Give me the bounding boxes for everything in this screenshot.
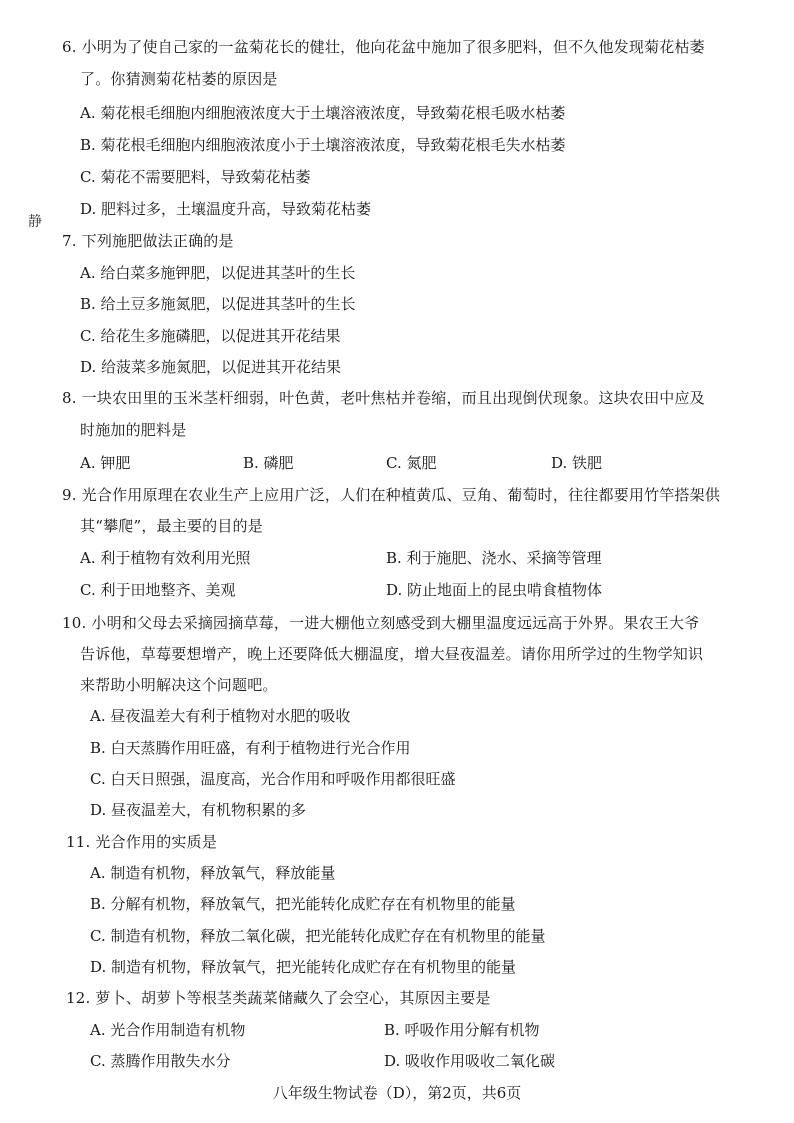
question-12-option-d: D. 吸收作用吸收二氧化碳 bbox=[384, 1052, 556, 1070]
question-11-option-b: B. 分解有机物，释放氧气，把光能转化成贮存在有机物里的能量 bbox=[90, 895, 516, 913]
question-8-option-a: A. 钾肥 bbox=[80, 454, 131, 472]
question-10-option-b: B. 白天蒸腾作用旺盛，有利于植物进行光合作用 bbox=[90, 739, 411, 757]
question-6-option-c: C. 菊花不需要肥料，导致菊花枯萎 bbox=[80, 168, 311, 186]
question-6-option-d: D. 肥料过多，土壤温度升高，导致菊花枯萎 bbox=[80, 200, 372, 218]
question-8-option-b: B. 磷肥 bbox=[243, 454, 294, 472]
question-11-option-c: C. 制造有机物，释放二氧化碳，把光能转化成贮存在有机物里的能量 bbox=[90, 927, 546, 945]
question-12-option-a: A. 光合作用制造有机物 bbox=[90, 1021, 246, 1039]
question-10-stem-line1: 10. 小明和父母去采摘园摘草莓，一进大棚他立刻感受到大棚里温度远远高于外界。果农王大爷 bbox=[62, 614, 700, 632]
page-footer: 八年级生物试卷（D），第2页，共6页 bbox=[272, 1084, 522, 1102]
question-6-option-a: A. 菊花根毛细胞内细胞液浓度大于土壤溶液浓度，导致菊花根毛吸水枯萎 bbox=[80, 104, 566, 122]
question-10-option-d: D. 昼夜温差大，有机物积累的多 bbox=[90, 801, 307, 819]
question-9-option-c: C. 利于田地整齐、美观 bbox=[80, 581, 236, 599]
margin-mark: 静 bbox=[28, 214, 42, 230]
question-9-option-a: A. 利于植物有效利用光照 bbox=[80, 549, 251, 567]
question-10-stem-line2: 告诉他，草莓要想增产，晚上还要降低大棚温度，增大昼夜温差。请你用所学过的生物学知识 bbox=[80, 645, 704, 663]
question-10-option-c: C. 白天日照强，温度高，光合作用和呼吸作用都很旺盛 bbox=[90, 770, 456, 788]
question-7-option-c: C. 给花生多施磷肥，以促进其开花结果 bbox=[80, 327, 341, 345]
question-9-option-b: B. 利于施肥、浇水、采摘等管理 bbox=[386, 549, 602, 567]
question-6-stem-line2: 了。你猜测菊花枯萎的原因是 bbox=[80, 70, 278, 88]
question-7-option-a: A. 给白菜多施钾肥，以促进其茎叶的生长 bbox=[80, 264, 356, 282]
question-10-option-a: A. 昼夜温差大有利于植物对水肥的吸收 bbox=[90, 707, 351, 725]
question-8-option-c: C. 氮肥 bbox=[386, 454, 437, 472]
question-9-stem-line1: 9. 光合作用原理在农业生产上应用广泛，人们在种植黄瓜、豆角、葡萄时，往往都要用竹竿搭架供 bbox=[62, 486, 721, 504]
question-7-option-d: D. 给菠菜多施氮肥，以促进其开花结果 bbox=[80, 358, 342, 376]
question-6-option-b: B. 菊花根毛细胞内细胞液浓度小于土壤溶液浓度，导致菊花根毛失水枯萎 bbox=[80, 136, 566, 154]
question-11-option-a: A. 制造有机物，释放氧气，释放能量 bbox=[90, 864, 336, 882]
question-8-option-d: D. 铁肥 bbox=[551, 454, 603, 472]
question-12-option-b: B. 呼吸作用分解有机物 bbox=[384, 1021, 540, 1039]
question-12-option-c: C. 蒸腾作用散失水分 bbox=[90, 1052, 231, 1070]
question-11-option-d: D. 制造有机物，释放氧气，把光能转化成贮存在有机物里的能量 bbox=[90, 958, 517, 976]
question-6-stem-line1: 6. 小明为了使自己家的一盆菊花长的健壮，他向花盆中施加了很多肥料，但不久他发现菊花枯萎 bbox=[62, 38, 705, 56]
question-11-stem-line1: 11. 光合作用的实质是 bbox=[66, 833, 218, 851]
question-9-option-d: D. 防止地面上的昆虫啃食植物体 bbox=[386, 581, 603, 599]
question-7-option-b: B. 给土豆多施氮肥，以促进其茎叶的生长 bbox=[80, 295, 356, 313]
question-10-stem-line3: 来帮助小明解决这个问题吧。 bbox=[80, 676, 278, 694]
question-12-stem-line1: 12. 萝卜、胡萝卜等根茎类蔬菜储藏久了会空心，其原因主要是 bbox=[66, 989, 491, 1007]
question-7-stem-line1: 7. 下列施肥做法正确的是 bbox=[62, 232, 234, 250]
question-8-stem-line1: 8. 一块农田里的玉米茎杆细弱，叶色黄，老叶焦枯并卷缩，而且出现倒伏现象。这块农田中应及 bbox=[62, 389, 705, 407]
question-8-stem-line2: 时施加的肥料是 bbox=[80, 421, 187, 439]
question-9-stem-line2: 其“攀爬”，最主要的目的是 bbox=[80, 517, 263, 535]
